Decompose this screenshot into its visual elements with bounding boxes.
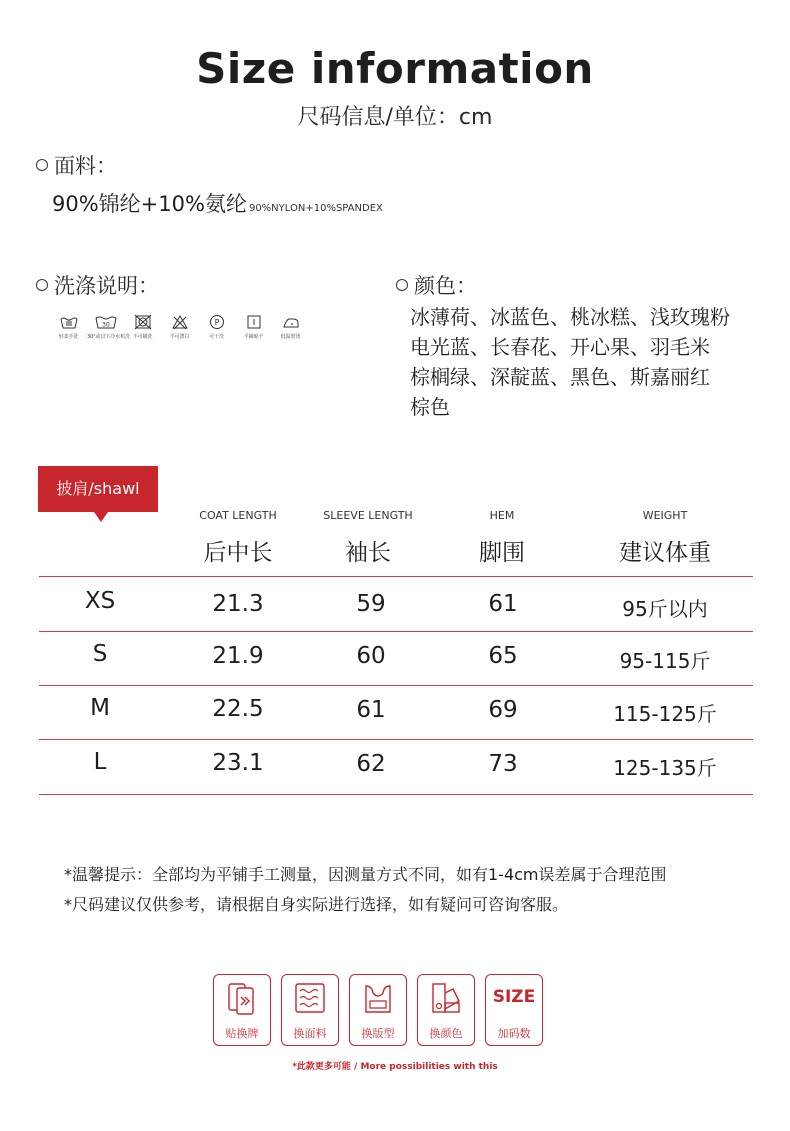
column-header-cn: 建议体重 (619, 540, 711, 566)
fabric-swap-icon (289, 981, 331, 1017)
size-cell: S (92, 641, 108, 667)
fabric-label: 面料： (54, 154, 117, 178)
pattern-swap-icon (357, 981, 399, 1017)
fabric-composition-cn: 90%锦纶+10%氨纶 (52, 192, 247, 216)
care-label: 洗涤说明： (54, 274, 159, 298)
service-badge-tag-swap[interactable]: 贴换牌 (213, 974, 271, 1046)
value-cell: 61 (488, 591, 518, 617)
bullet-circle-icon (36, 159, 48, 171)
service-badge-size-add[interactable]: SIZE 加码数 (485, 974, 543, 1046)
svg-text:P: P (214, 317, 219, 327)
care-item: 不可漂白 (161, 314, 198, 348)
value-cell: 69 (488, 697, 518, 723)
value-cell: 23.1 (212, 750, 264, 776)
care-item: 轻柔手洗 (50, 314, 87, 348)
value-cell: 125-135斤 (613, 756, 717, 780)
value-cell: 21.3 (212, 591, 264, 617)
column-header-cn: 后中长 (203, 540, 273, 566)
service-badges (213, 974, 543, 1046)
notes (64, 860, 667, 920)
note-line: *温馨提示：全部均为平铺手工测量，因测量方式不同，如有1-4cm误差属于合理范围 (64, 865, 667, 884)
care-item: 不可刷洗 (124, 314, 161, 348)
fabric-section-label (36, 150, 117, 180)
size-cell: XS (84, 588, 116, 614)
color-swap-icon (425, 981, 467, 1017)
tag-swap-icon (221, 981, 263, 1017)
page-subtitle: 尺码信息/单位：cm (297, 105, 493, 130)
table-divider (39, 794, 753, 795)
care-symbols (50, 314, 350, 348)
value-cell: 21.9 (212, 643, 264, 669)
size-cell: L (93, 749, 107, 775)
value-cell: 60 (356, 643, 386, 669)
color-line: 棕色 (410, 395, 450, 419)
bullet-circle-icon (36, 279, 48, 291)
color-line: 电光蓝、长春花、开心果、羽毛米 (410, 335, 710, 359)
care-item: 30 30°或以下冷水机洗 (87, 314, 124, 348)
fabric-composition-en: 90%NYLON+10%SPANDEX (248, 203, 383, 214)
column-header-cn: 袖长 (345, 540, 391, 566)
value-cell: 22.5 (212, 696, 264, 722)
service-badge-fabric-swap[interactable]: 换面料 (281, 974, 339, 1046)
dry-flat-icon (244, 314, 264, 330)
fabric-composition (52, 188, 383, 218)
value-cell: 115-125斤 (613, 702, 717, 726)
service-badge-color-swap[interactable]: 换颜色 (417, 974, 475, 1046)
column-header-en: WEIGHT (642, 509, 688, 522)
hand-wash-icon (59, 314, 79, 330)
do-not-bleach-icon (170, 314, 190, 330)
value-cell: 61 (356, 697, 386, 723)
value-cell: 59 (356, 591, 386, 617)
care-item: 平铺晾干 (235, 314, 272, 348)
table-row (0, 631, 790, 685)
product-type-tag: 披肩/shawl (38, 466, 158, 512)
value-cell: 65 (488, 643, 518, 669)
care-section-label (36, 270, 159, 300)
table-row (0, 739, 790, 794)
column-header-cn: 脚围 (479, 540, 525, 566)
value-cell: 95-115斤 (619, 649, 711, 673)
color-line: 棕榈绿、深靛蓝、黑色、斯嘉丽红 (410, 365, 710, 389)
column-header-en: COAT LENGTH (199, 509, 277, 522)
value-cell: 95斤以内 (622, 597, 708, 621)
color-list (410, 302, 780, 422)
page-title: Size information (196, 44, 594, 93)
service-badge-pattern-swap[interactable]: 换版型 (349, 974, 407, 1046)
footer-note: *此款更多可能 / More possibilities with this (292, 1062, 498, 1072)
svg-text:30: 30 (101, 321, 110, 329)
size-cell: M (90, 695, 110, 721)
value-cell: 62 (356, 751, 386, 777)
color-section-label (396, 270, 477, 300)
care-item: 低温熨烫 (272, 314, 309, 348)
do-not-tumble-dry-icon (133, 314, 153, 330)
low-iron-icon (281, 314, 301, 330)
column-header-en: HEM (489, 509, 515, 522)
note-line: *尺码建议仅供参考，请根据自身实际进行选择，如有疑问可咨询客服。 (64, 895, 569, 914)
size-icon: SIZE (492, 987, 536, 1007)
tag-pointer (94, 512, 108, 522)
machine-wash-30-icon (94, 314, 118, 330)
color-line: 冰薄荷、冰蓝色、桃冰糕、浅玫瑰粉 (410, 305, 730, 329)
care-item: P 可干洗 (198, 314, 235, 348)
color-label: 颜色： (414, 274, 477, 298)
table-row (0, 576, 790, 631)
column-header-en: SLEEVE LENGTH (323, 509, 413, 522)
bullet-circle-icon (396, 279, 408, 291)
table-row (0, 685, 790, 739)
value-cell: 73 (488, 751, 518, 777)
dry-clean-p-icon (207, 314, 227, 330)
